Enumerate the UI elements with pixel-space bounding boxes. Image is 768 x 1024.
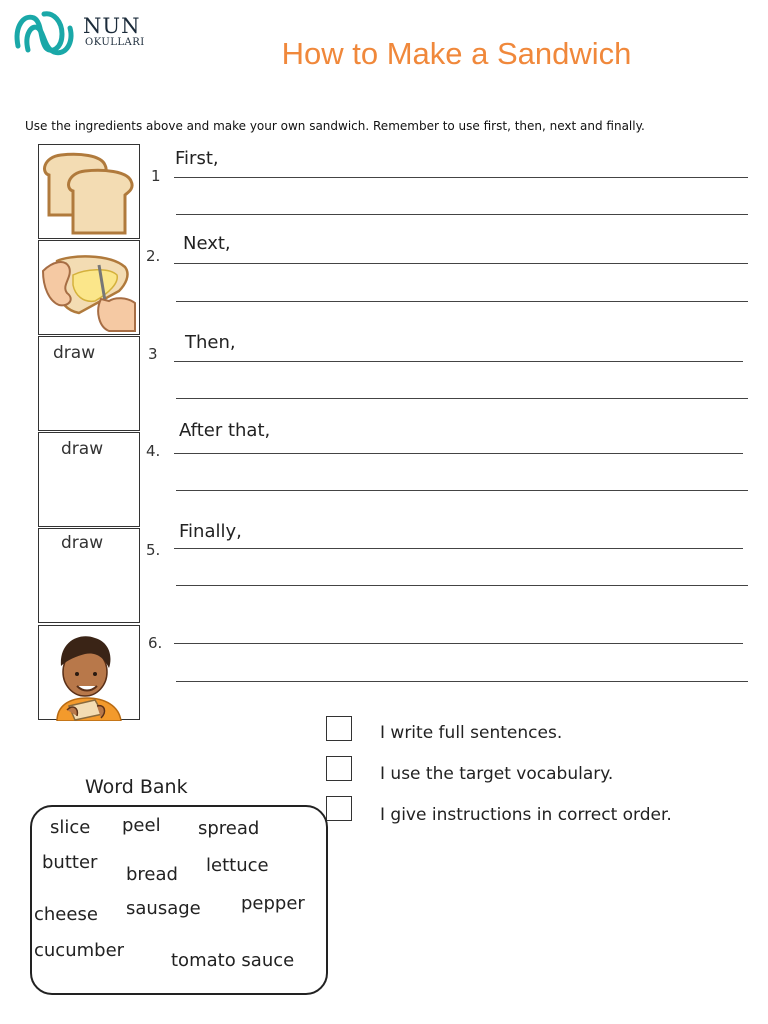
writing-line[interactable] <box>174 643 743 644</box>
word-bank-title: Word Bank <box>85 776 188 798</box>
logo-name: NUN <box>83 14 141 38</box>
writing-line[interactable] <box>174 177 748 178</box>
picture-cell-2 <box>38 240 140 335</box>
word-bank-word: butter <box>42 852 98 873</box>
writing-line[interactable] <box>176 681 748 682</box>
step-number-3: 3 <box>148 345 158 363</box>
writing-line[interactable] <box>176 398 748 399</box>
checklist-item-2: I use the target vocabulary. <box>380 764 614 784</box>
draw-label: draw <box>61 439 104 459</box>
writing-line[interactable] <box>174 453 743 454</box>
writing-line[interactable] <box>176 585 748 586</box>
word-bank-word: spread <box>198 818 260 839</box>
writing-line[interactable] <box>174 548 743 549</box>
word-bank-word: slice <box>50 817 91 838</box>
boy-eating-sandwich-icon <box>39 626 139 721</box>
instruction-text: Use the ingredients above and make your own sandwich. Remember to use first, then, next and finally. <box>25 119 645 133</box>
word-bank-word: cucumber <box>34 940 125 961</box>
word-bank-word: bread <box>126 864 178 885</box>
word-bank-word: tomato sauce <box>171 950 295 971</box>
picture-cell-4 <box>38 432 140 527</box>
word-bank-word: pepper <box>241 893 305 914</box>
step-lead-1: First, <box>175 148 219 169</box>
step-number-5: 5. <box>146 541 161 559</box>
step-number-2: 2. <box>146 247 161 265</box>
step-number-1: 1 <box>151 167 161 185</box>
word-bank-word: sausage <box>126 898 201 919</box>
picture-cell-1 <box>38 144 140 239</box>
step-lead-2: Next, <box>183 233 231 254</box>
checkbox-full-sentences[interactable] <box>326 716 352 741</box>
picture-cell-6 <box>38 625 140 720</box>
writing-line[interactable] <box>176 214 748 215</box>
draw-label: draw <box>61 533 104 553</box>
page-title: How to Make a Sandwich <box>281 36 632 71</box>
writing-line[interactable] <box>176 490 748 491</box>
draw-label: draw <box>53 343 96 363</box>
picture-cell-5 <box>38 528 140 623</box>
checklist-item-3: I give instructions in correct order. <box>380 805 672 825</box>
step-number-4: 4. <box>146 442 161 460</box>
checklist-item-1: I write full sentences. <box>380 723 563 743</box>
bread-slices-icon <box>39 145 139 238</box>
word-bank-word: peel <box>122 815 161 836</box>
step-lead-4: After that, <box>179 420 271 441</box>
spreading-butter-icon <box>39 241 139 334</box>
writing-line[interactable] <box>174 361 743 362</box>
step-lead-3: Then, <box>185 332 236 353</box>
word-bank-word: cheese <box>34 904 98 925</box>
checkbox-correct-order[interactable] <box>326 796 352 821</box>
logo-subtitle: OKULLARI <box>85 37 145 48</box>
writing-line[interactable] <box>176 301 748 302</box>
checkbox-target-vocabulary[interactable] <box>326 756 352 781</box>
writing-line[interactable] <box>174 263 748 264</box>
word-bank-word: lettuce <box>206 855 269 876</box>
step-lead-5: Finally, <box>179 521 242 542</box>
step-number-6: 6. <box>148 634 163 652</box>
picture-cell-3 <box>38 336 140 431</box>
